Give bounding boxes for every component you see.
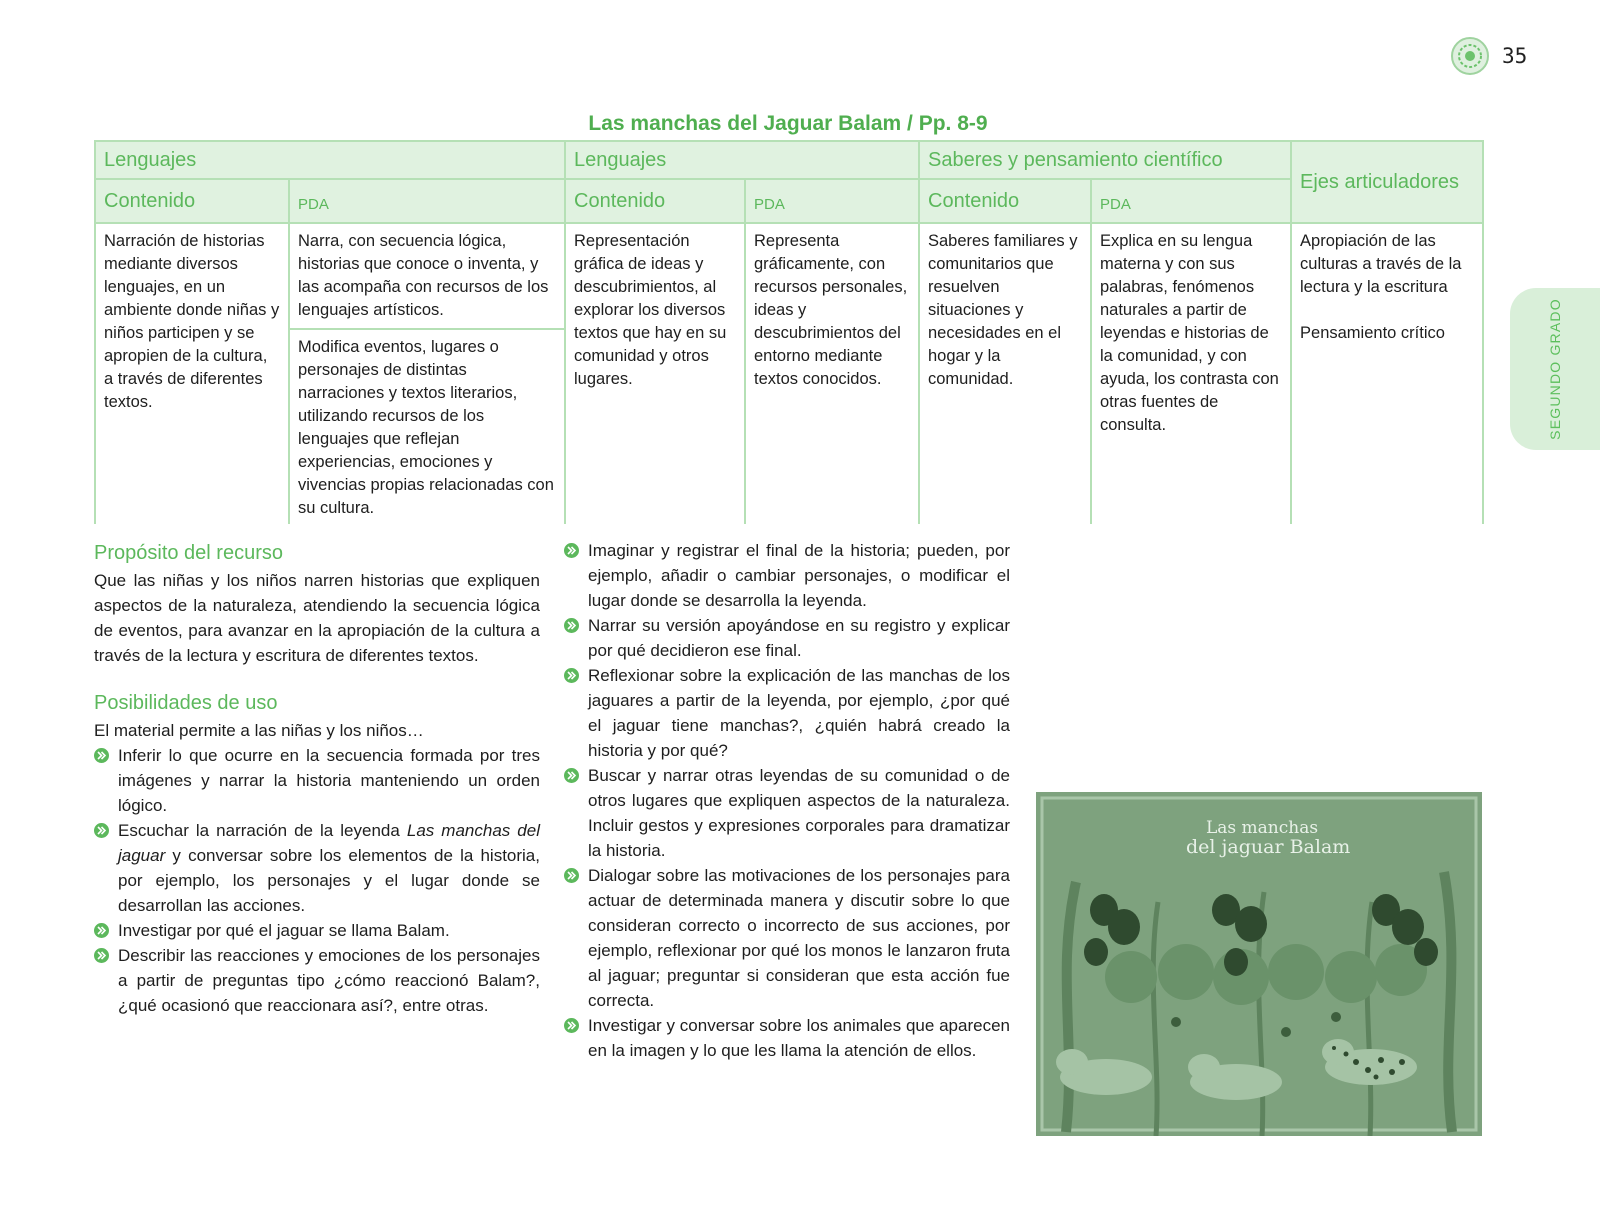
posibilidades-list [94,743,540,1018]
left-column [94,540,540,1018]
proposito-text: Que las niñas y los niños narren historias que expliquen aspectos de la naturaleza, atendiendo la secuencia lógica de eventos, para avanzar en la apropiación de la cultura a través de la lectura y escritura de diferentes textos. [94,571,540,665]
arrow-bullet-icon [564,768,579,783]
cell-ejes [1291,223,1483,524]
cell-lenguajes2-contenido: Representación gráfica de ideas y descubrimientos, al explorar los diversos textos que hay en su comunidad y otros lugares. [565,223,745,524]
list-item [94,743,540,818]
group-header-saberes: Saberes y pensamiento científico [919,141,1291,179]
arrow-bullet-icon [564,668,579,683]
list-item [94,943,540,1018]
book-title: Las manchas del jaguar [118,821,540,865]
list-item [94,818,540,918]
curriculum-table [94,140,1484,524]
eje-item: Apropiación de las culturas a través de la lectura y la escritura [1300,232,1462,296]
group-header-lenguajes-1: Lenguajes [95,141,565,179]
list-item-text: y conversar sobre los elementos de la historia, por ejemplo, los personajes y el lugar donde se desarrollan las acciones. [118,846,540,915]
list-item [564,663,1010,763]
arrow-bullet-icon [564,618,579,633]
list-item-text: Escuchar la narración de la leyenda [118,821,407,840]
arrow-bullet-icon [564,868,579,883]
list-item [564,763,1010,863]
grade-side-tab [1510,288,1600,450]
list-item-text: Narrar su versión apoyándose en su registro y explicar por qué decidieron ese final. [588,616,1010,660]
table-title: Las manchas del Jaguar Balam / Pp. 8-9 [588,112,988,135]
list-item-text: Reflexionar sobre la explicación de las manchas de los jaguares a partir de la leyenda, por ejemplo, ¿por qué el jaguar tiene manchas?, ¿quién habrá creado la historia y por qué? [588,666,1010,760]
list-item-text: Dialogar sobre las motivaciones de los personajes para actuar de determinada manera y discutir sobre lo que consideran correcto o incorrecto de sus acciones, por ejemplo, reflexionar por qué los monos le lanzaron fruta al jaguar; preguntar si consideran que esta acción fue correcta. [588,866,1010,1010]
cell-saberes-contenido: Saberes familiares y comunitarios que resuelven situaciones y necesidades en el hogar y la comunidad. [919,223,1091,524]
arrow-bullet-icon [94,748,109,763]
cover-title-line-2: del jaguar Balam [1186,836,1351,858]
subheader-contenido: Contenido [565,179,745,223]
eje-item: Pensamiento crítico [1300,324,1445,342]
group-header-lenguajes-2: Lenguajes [565,141,919,179]
group-header-ejes: Ejes articuladores [1291,141,1483,223]
cover-title-line-1: Las manchas [1206,818,1319,838]
list-item [94,918,540,943]
arrow-bullet-icon [564,543,579,558]
list-item-text: Investigar por qué el jaguar se llama Balam. [118,921,450,940]
sun-logo-icon [1450,36,1490,76]
middle-column [564,538,1010,1063]
list-item-text: Buscar y narrar otras leyendas de su comunidad o de otros lugares que expliquen aspectos de la naturaleza. Incluir gestos y expresiones corporales para dramatizar la historia. [588,766,1010,860]
arrow-bullet-icon [94,948,109,963]
arrow-bullet-icon [564,1018,579,1033]
arrow-bullet-icon [94,923,109,938]
subheader-pda: PDA [289,179,565,223]
cell-lenguajes1-pda-2: Modifica eventos, lugares o personajes de distintas narraciones y textos literarios, utilizando recursos de los lenguajes que reflejan experiencias, emociones y vivencias propias relacionadas con su cultura. [289,329,565,524]
list-item-text: Investigar y conversar sobre los animales que aparecen en la imagen y lo que les llama la atención de ellos. [588,1016,1010,1060]
list-item [564,1013,1010,1063]
cell-lenguajes2-pda: Representa gráficamente, con recursos personales, ideas y descubrimientos del entorno mediante textos conocidos. [745,223,919,524]
list-item [564,538,1010,613]
subheader-contenido: Contenido [95,179,289,223]
arrow-bullet-icon [94,823,109,838]
subheader-contenido: Contenido [919,179,1091,223]
cell-lenguajes1-pda-1: Narra, con secuencia lógica, historias que conoce o inventa, y las acompaña con recursos de los lenguajes artísticos. [289,223,565,329]
grade-side-tab-label: SEGUNDO GRADO [1547,298,1563,440]
cell-saberes-pda: Explica en su lengua materna y con sus palabras, fenómenos naturales a partir de leyendas e historias de la comunidad, y con ayuda, los contrasta con otras fuentes de consulta. [1091,223,1291,524]
posibilidades-intro: El material permite a las niñas y los niños… [94,721,424,740]
list-item-text: Imaginar y registrar el final de la historia; pueden, por ejemplo, añadir o cambiar personajes, o modificar el lugar donde se desarrolla la leyenda. [588,541,1010,610]
page-number: 35 [1502,44,1528,68]
book-cover-image [1036,792,1482,1136]
proposito-heading: Propósito del recurso [94,542,283,564]
subheader-pda: PDA [745,179,919,223]
list-item [564,863,1010,1013]
list-item-text: Describir las reacciones y emociones de los personajes a partir de preguntas tipo ¿cómo reaccionó Balam?, ¿qué ocasionó que reaccionara así?, entre otras. [118,946,540,1015]
list-item [564,613,1010,663]
posibilidades-list-continued [564,538,1010,1063]
subheader-pda: PDA [1091,179,1291,223]
list-item-text: Inferir lo que ocurre en la secuencia formada por tres imágenes y narrar la historia manteniendo un orden lógico. [118,746,540,815]
posibilidades-heading: Posibilidades de uso [94,692,278,714]
cell-lenguajes1-contenido: Narración de historias mediante diversos lenguajes, en un ambiente donde niñas y niños participen y se apropien de la cultura, a través de diferentes textos. [95,223,289,524]
